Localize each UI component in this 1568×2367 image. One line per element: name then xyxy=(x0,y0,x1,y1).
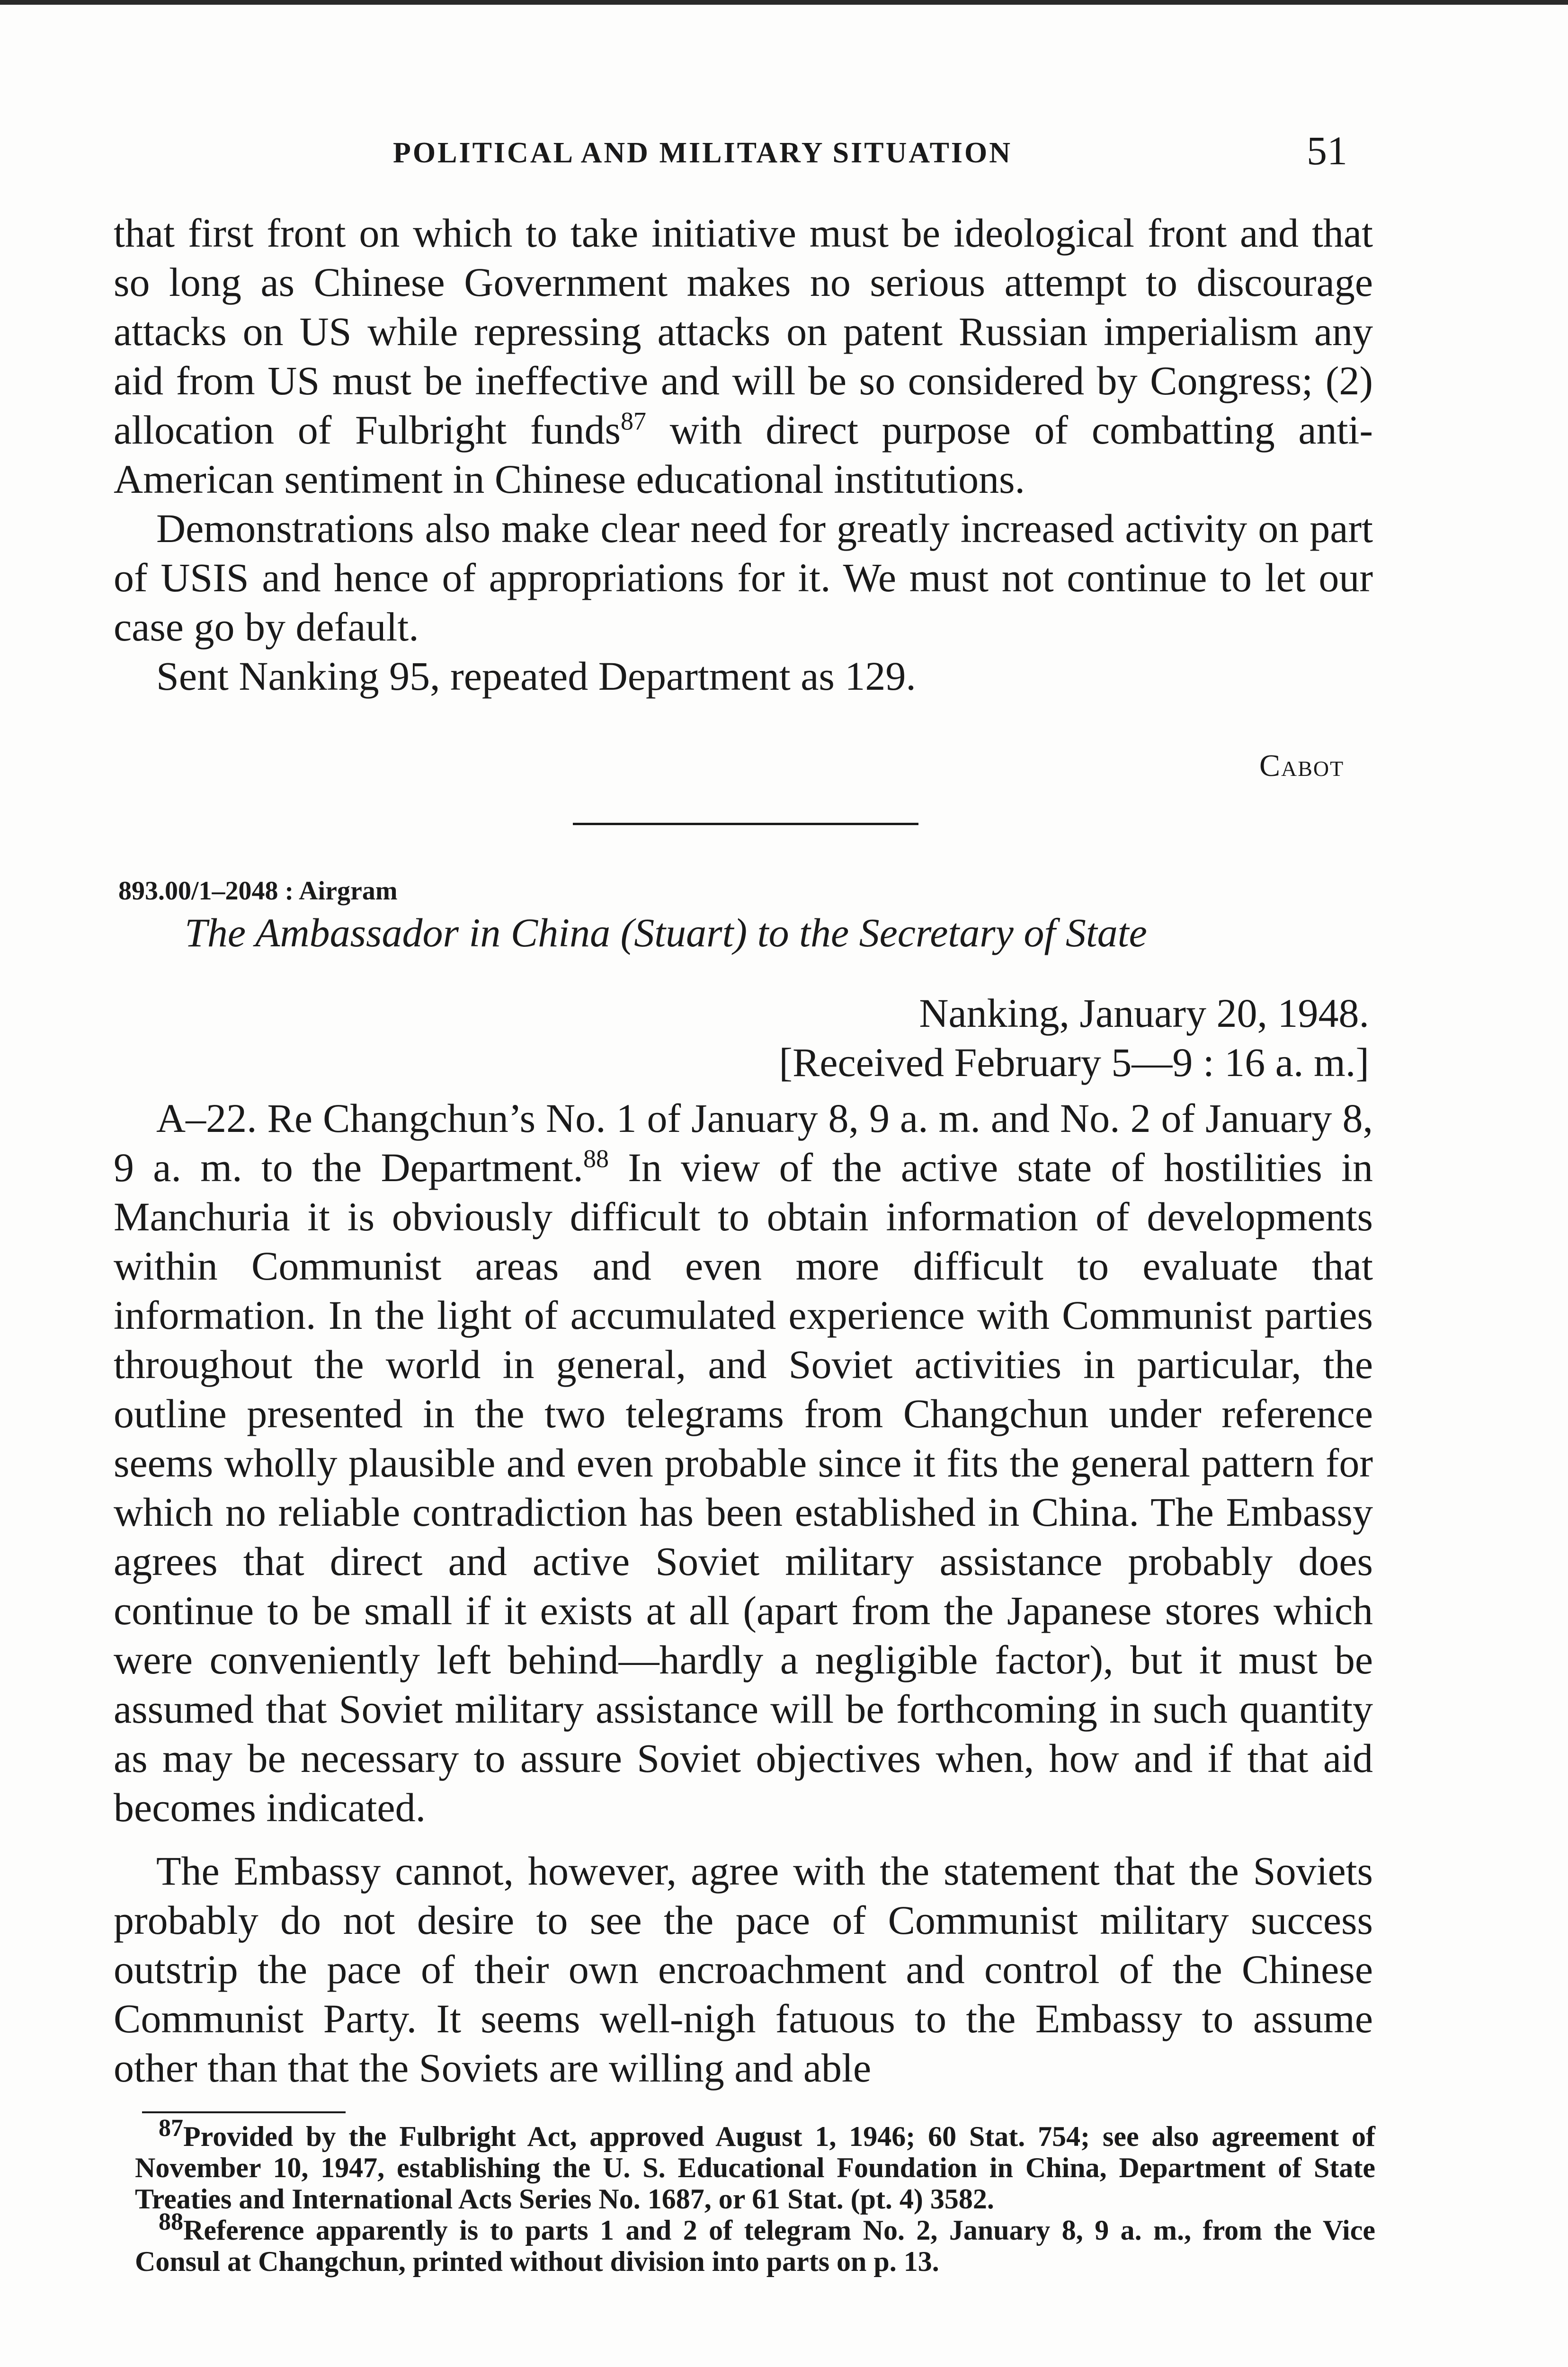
continued-paragraph xyxy=(114,208,1373,504)
continued-text: that first front on which to take initiative must be ideological front and that so long as Chinese Government makes no serious attempt to discourage attacks on US while repressing attacks on patent Russian imperialism any aid from US must be ineffective and will be so considered by Congress; (2) allocation of Fulbright funds xyxy=(114,210,1373,453)
paragraph-sent: Sent Nanking 95, repeated Department as 129. xyxy=(156,653,916,699)
paragraph-a22-start: A–22. Re Changchun’s No. 1 of January 8, 9 a. m. and No. 2 of January 8, 9 a. m. to the Department. xyxy=(114,1095,1373,1190)
footnote xyxy=(135,2115,1375,2215)
received-line: [Received February 5—9 : 16 a. m.] xyxy=(779,1040,1369,1085)
document-title: The Ambassador in China (Stuart) to the Secretary of State xyxy=(185,910,1147,955)
signature-cabot: Cabot xyxy=(1259,748,1345,783)
airgram-body xyxy=(114,1094,1373,1832)
footnote-text: Reference apparently is to parts 1 and 2 of telegram No. 2, January 8, 9 a. m., from the Vice Consul at Changchun, printed without division into parts on p. 13. xyxy=(135,2215,1375,2277)
dateline: Nanking, January 20, 1948. xyxy=(919,990,1369,1036)
footnote xyxy=(135,2208,1375,2277)
page-top-edge xyxy=(0,0,1568,5)
footnote-text: Provided by the Fulbright Act, approved August 1, 1946; 60 Stat. 754; see also agreement of November 10, 1947, establishing the U. S. Educational Foundation in China, Department of State Treaties and International Acts Series No. 1687, or 61 Stat. (pt. 4) 3582. xyxy=(135,2121,1375,2215)
footnote-marker: 88 xyxy=(159,2208,183,2235)
file-number: 893.00/1–2048 : Airgram xyxy=(118,876,398,906)
paragraph-a22-end: In view of the active state of hostilities in Manchuria it is obviously difficult to obtain information of developments within Communist areas and even more difficult to evaluate that information. In the light of accumulated experience with Communist parties throughout the world in general, and Soviet activities in particular, the outline presented in the two telegrams from Changchun under reference seems wholly plausible and even probable since it fits the general pattern for which no reliable contradiction has been established in China. The Embassy agrees that direct and active Soviet military assistance probably does continue to be small if it exists at all (apart from the Japanese stores which were conveniently left behind—hardly a negligible factor), but it must be assumed that Soviet military assistance will be forthcoming in such quantity as may be necessary to assure Soviet objectives when, how and if that aid becomes indicated. xyxy=(114,1145,1373,1830)
section1-body xyxy=(114,208,1373,701)
footnote-marker: 87 xyxy=(159,2115,183,2142)
paragraph-embassy: The Embassy cannot, however, agree with the statement that the Soviets probably do not desire to see the pace of Communist military success outstrip the pace of their own encroachment and control of the Chinese Communist Party. It seems well-nigh fatuous to the Embassy to assume other than that the Soviets are willing and able xyxy=(114,1848,1373,2091)
running-title: POLITICAL AND MILITARY SITUATION xyxy=(393,137,1013,169)
continued-text-end: with direct purpose of combatting anti-American sentiment in Chinese educational institutions. xyxy=(114,407,1373,502)
paragraph-a22 xyxy=(114,1094,1373,1832)
page-number: 51 xyxy=(1307,128,1347,173)
airgram-body-continued xyxy=(114,1846,1373,2092)
footnote-rule xyxy=(142,2111,346,2113)
footnote-ref-88: 88 xyxy=(583,1144,609,1173)
footnotes xyxy=(135,2115,1375,2277)
footnote-ref-87: 87 xyxy=(620,407,646,436)
section-divider xyxy=(573,823,918,825)
paragraph-usis: Demonstrations also make clear need for greatly increased activity on part of USIS and hence of appropriations for it. We must not continue to let our case go by default. xyxy=(114,506,1373,650)
